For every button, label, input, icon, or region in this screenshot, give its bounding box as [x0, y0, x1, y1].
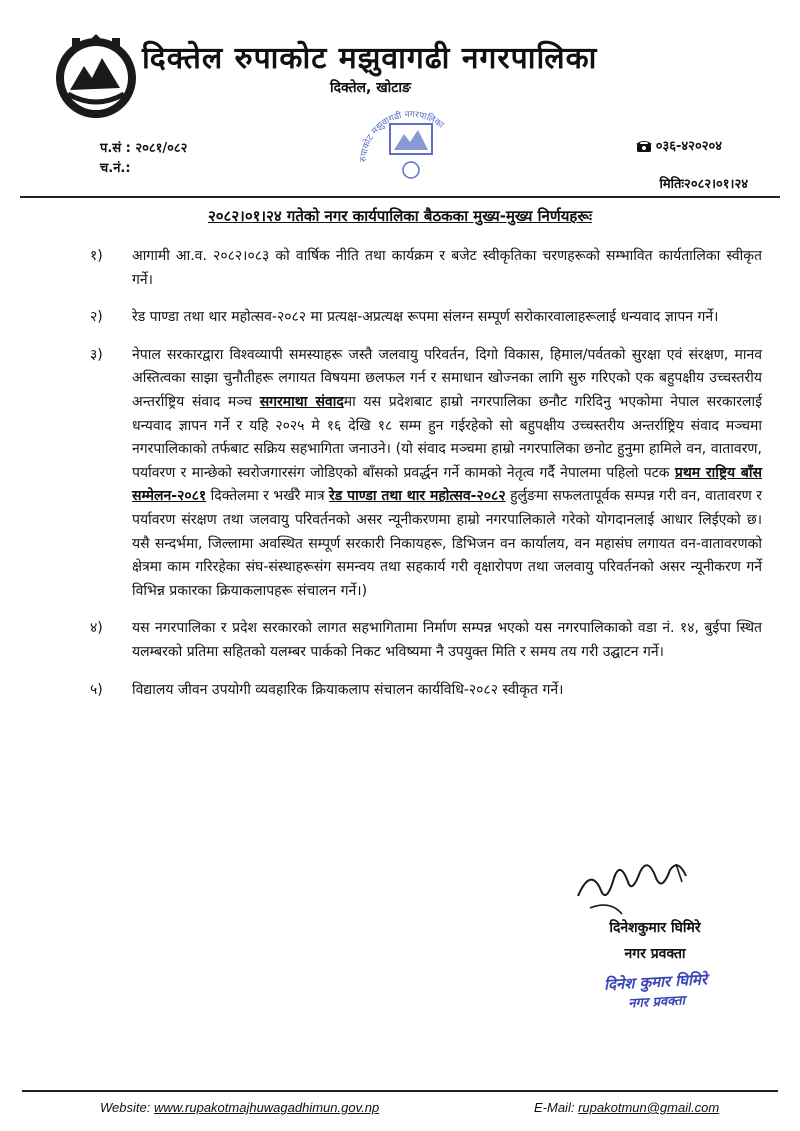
- reference-number: प.सं : २०८१/०८२: [100, 141, 188, 156]
- decision-number: ५): [90, 681, 103, 698]
- signatory-name: दिनेशकुमार घिमिरे: [609, 920, 701, 936]
- decision-number: ४): [90, 620, 103, 637]
- stamp-role: नगर प्रवक्ता: [627, 993, 686, 1012]
- municipality-seal-icon: [352, 92, 470, 202]
- website-label: Website:: [100, 1100, 151, 1115]
- dispatch-number: च.नं.:: [100, 161, 131, 176]
- signature-stamp: [575, 968, 737, 1014]
- decision-number: १): [90, 248, 103, 264]
- footer-website: [100, 1100, 379, 1115]
- decision-text: रेड पाण्डा तथा थार महोत्सव-२०८२ मा प्रत्यक्ष-अप्रत्यक्ष रूपमा संलग्न सम्पूर्ण सरोकारवालाहरूलाई धन्यवाद ज्ञापन गर्ने।: [132, 309, 719, 326]
- seal-text: रुपाकोट मझुवागढी नगरपालिका: [358, 109, 446, 163]
- decision-item: [90, 617, 762, 664]
- email-label: E-Mail:: [534, 1100, 575, 1115]
- decision-text: विद्यालय जीवन उपयोगी व्यवहारिक क्रियाकलाप संचालन कार्यविधि-२०८२ स्वीकृत गर्ने।: [132, 681, 564, 698]
- decision-text: [132, 344, 762, 604]
- footer-divider: [22, 1090, 778, 1092]
- page-title: २०८२।०१।२४ गतेको नगर कार्यपालिका बैठकका मुख्य-मुख्य निर्णयहरूः: [207, 207, 593, 225]
- signatory-role: नगर प्रवक्ता: [624, 946, 686, 962]
- decision-item: [90, 245, 762, 292]
- letter-date: मितिः२०८२।०१।२४: [659, 177, 748, 192]
- email-link[interactable]: rupakotmun@gmail.com: [578, 1100, 720, 1115]
- stamp-name: दिनेश कुमार घिमिरे: [603, 970, 708, 994]
- decision-text-part: मा यस प्रदेशबाट हाम्रो नगरपालिका छनौट गरिदिनु भएकोमा नेपाल सरकारलाई धन्यवाद ज्ञापन गर्ने र यहि २०२५ मे १६ देखि १८ सम्म हुन गईरहेको सो बहुपक्षीय उच्चस्तरीय अन्तर्राष्ट्रिय संवाद मञ्चमा नगरपालिकाको तर्फबाट सक्रिय सहभागिता जनाउने। (यो संवाद मञ्चमा हाम्रो नगरपालिका छनोट हुनुमा हामिले वन, वातावरण, पर्यावरण र मान्छेको स्वरोजगारसंग जोडिएको बाँसको प्रवर्द्धन गर्ने कामको नेतृत्व गर्दै नेपालमा पहिलो पटक: [132, 393, 762, 481]
- header-divider: [20, 196, 780, 198]
- decision-item: [90, 344, 762, 604]
- decision-text-part: नेपाल सरकारद्वारा विश्वव्यापी समस्याहरू जस्तै जलवायु परिवर्तन, दिगो विकास, हिमाल/पर्वतको सुरक्षा एवं संरक्षण, मानव अस्तित्वका साझा चुनौतीहरू लगायत विषयमा छलफल गर्न र समाधान खोज्नका लागि सुरु गरिएको एक बहुपक्षीय उच्चस्तरीय अन्तर्राष्ट्रिय संवाद मञ्च: [132, 346, 762, 410]
- bamboo-conference-highlight: प्रथम राष्ट्रिय बाँस सम्मेलन-२०८१: [132, 464, 763, 505]
- decision-text: आगामी आ.व. २०८२।०८३ को वार्षिक नीति तथा कार्यक्रम र बजेट स्वीकृतिका चरणहरूको सम्भावित कार्यतालिका स्वीकृत गर्ने।: [132, 248, 762, 288]
- signature-icon: [570, 848, 700, 918]
- decision-text-part: दिक्तेलमा र भर्खरै मात्र: [206, 488, 330, 505]
- red-panda-festival-highlight: रेड पाण्डा तथा थार महोत्सव-२०८२: [329, 488, 506, 505]
- website-link[interactable]: www.rupakotmajhuwagadhimun.gov.np: [153, 1100, 380, 1115]
- office-name: दिक्तेल रुपाकोट मझुवागढी नगरपालिका: [142, 41, 598, 76]
- decision-text: यस नगरपालिका र प्रदेश सरकारको लागत सहभागितामा निर्माण सम्पन्न भएको यस नगरपालिकाको वडा नं. १४, बुईपा स्थित यलम्बरको प्रतिमा सहितको यलम्बर पार्कको निकट भविष्यमा नै उपयुक्त मिति र समय तय गरी उद्घाटन गर्ने।: [132, 620, 762, 660]
- decision-item: [90, 679, 762, 703]
- decision-item: [90, 306, 762, 330]
- decision-number: २): [90, 309, 103, 326]
- sagarmatha-dialogue-highlight: सगरमाथा संवाद: [259, 393, 344, 410]
- office-address: दिक्तेल, खोटाङ: [330, 80, 411, 96]
- decision-list: [90, 245, 762, 716]
- footer-email: [534, 1100, 719, 1115]
- phone-number: [636, 136, 722, 154]
- phone-text: ०३६-४२०२०४: [655, 139, 722, 154]
- decision-text-part: हुर्लुङमा सफलतापूर्वक सम्पन्न गरी वन, वातावरण र पर्यावरण संरक्षण तथा जलवायु परिवर्तनको असर न्यूनीकरणमा हाम्रो नगरपालिकाले गरेको योगदानलाई आधार लिईएको छ। यसै सन्दर्भमा, जिल्लामा अवस्थित सम्पूर्ण सरकारी निकायहरू, डिभिजन वन कार्यालय, वन महासंघ लगायत वन-वातावरणको क्षेत्रमा काम गरिरहेका संघ-संस्थाहरूसंग समन्वय तथा सहकार्य गरी वृक्षारोपण तथा जलवायु परिवर्तनको असर न्यूनीकरण गर्ने विभिन्न प्रकारका क्रियाकलापहरू संचालन गर्ने।): [132, 488, 762, 599]
- telephone-icon: [636, 139, 652, 152]
- decision-number: ३): [90, 346, 103, 363]
- nepal-emblem-icon: [50, 30, 142, 122]
